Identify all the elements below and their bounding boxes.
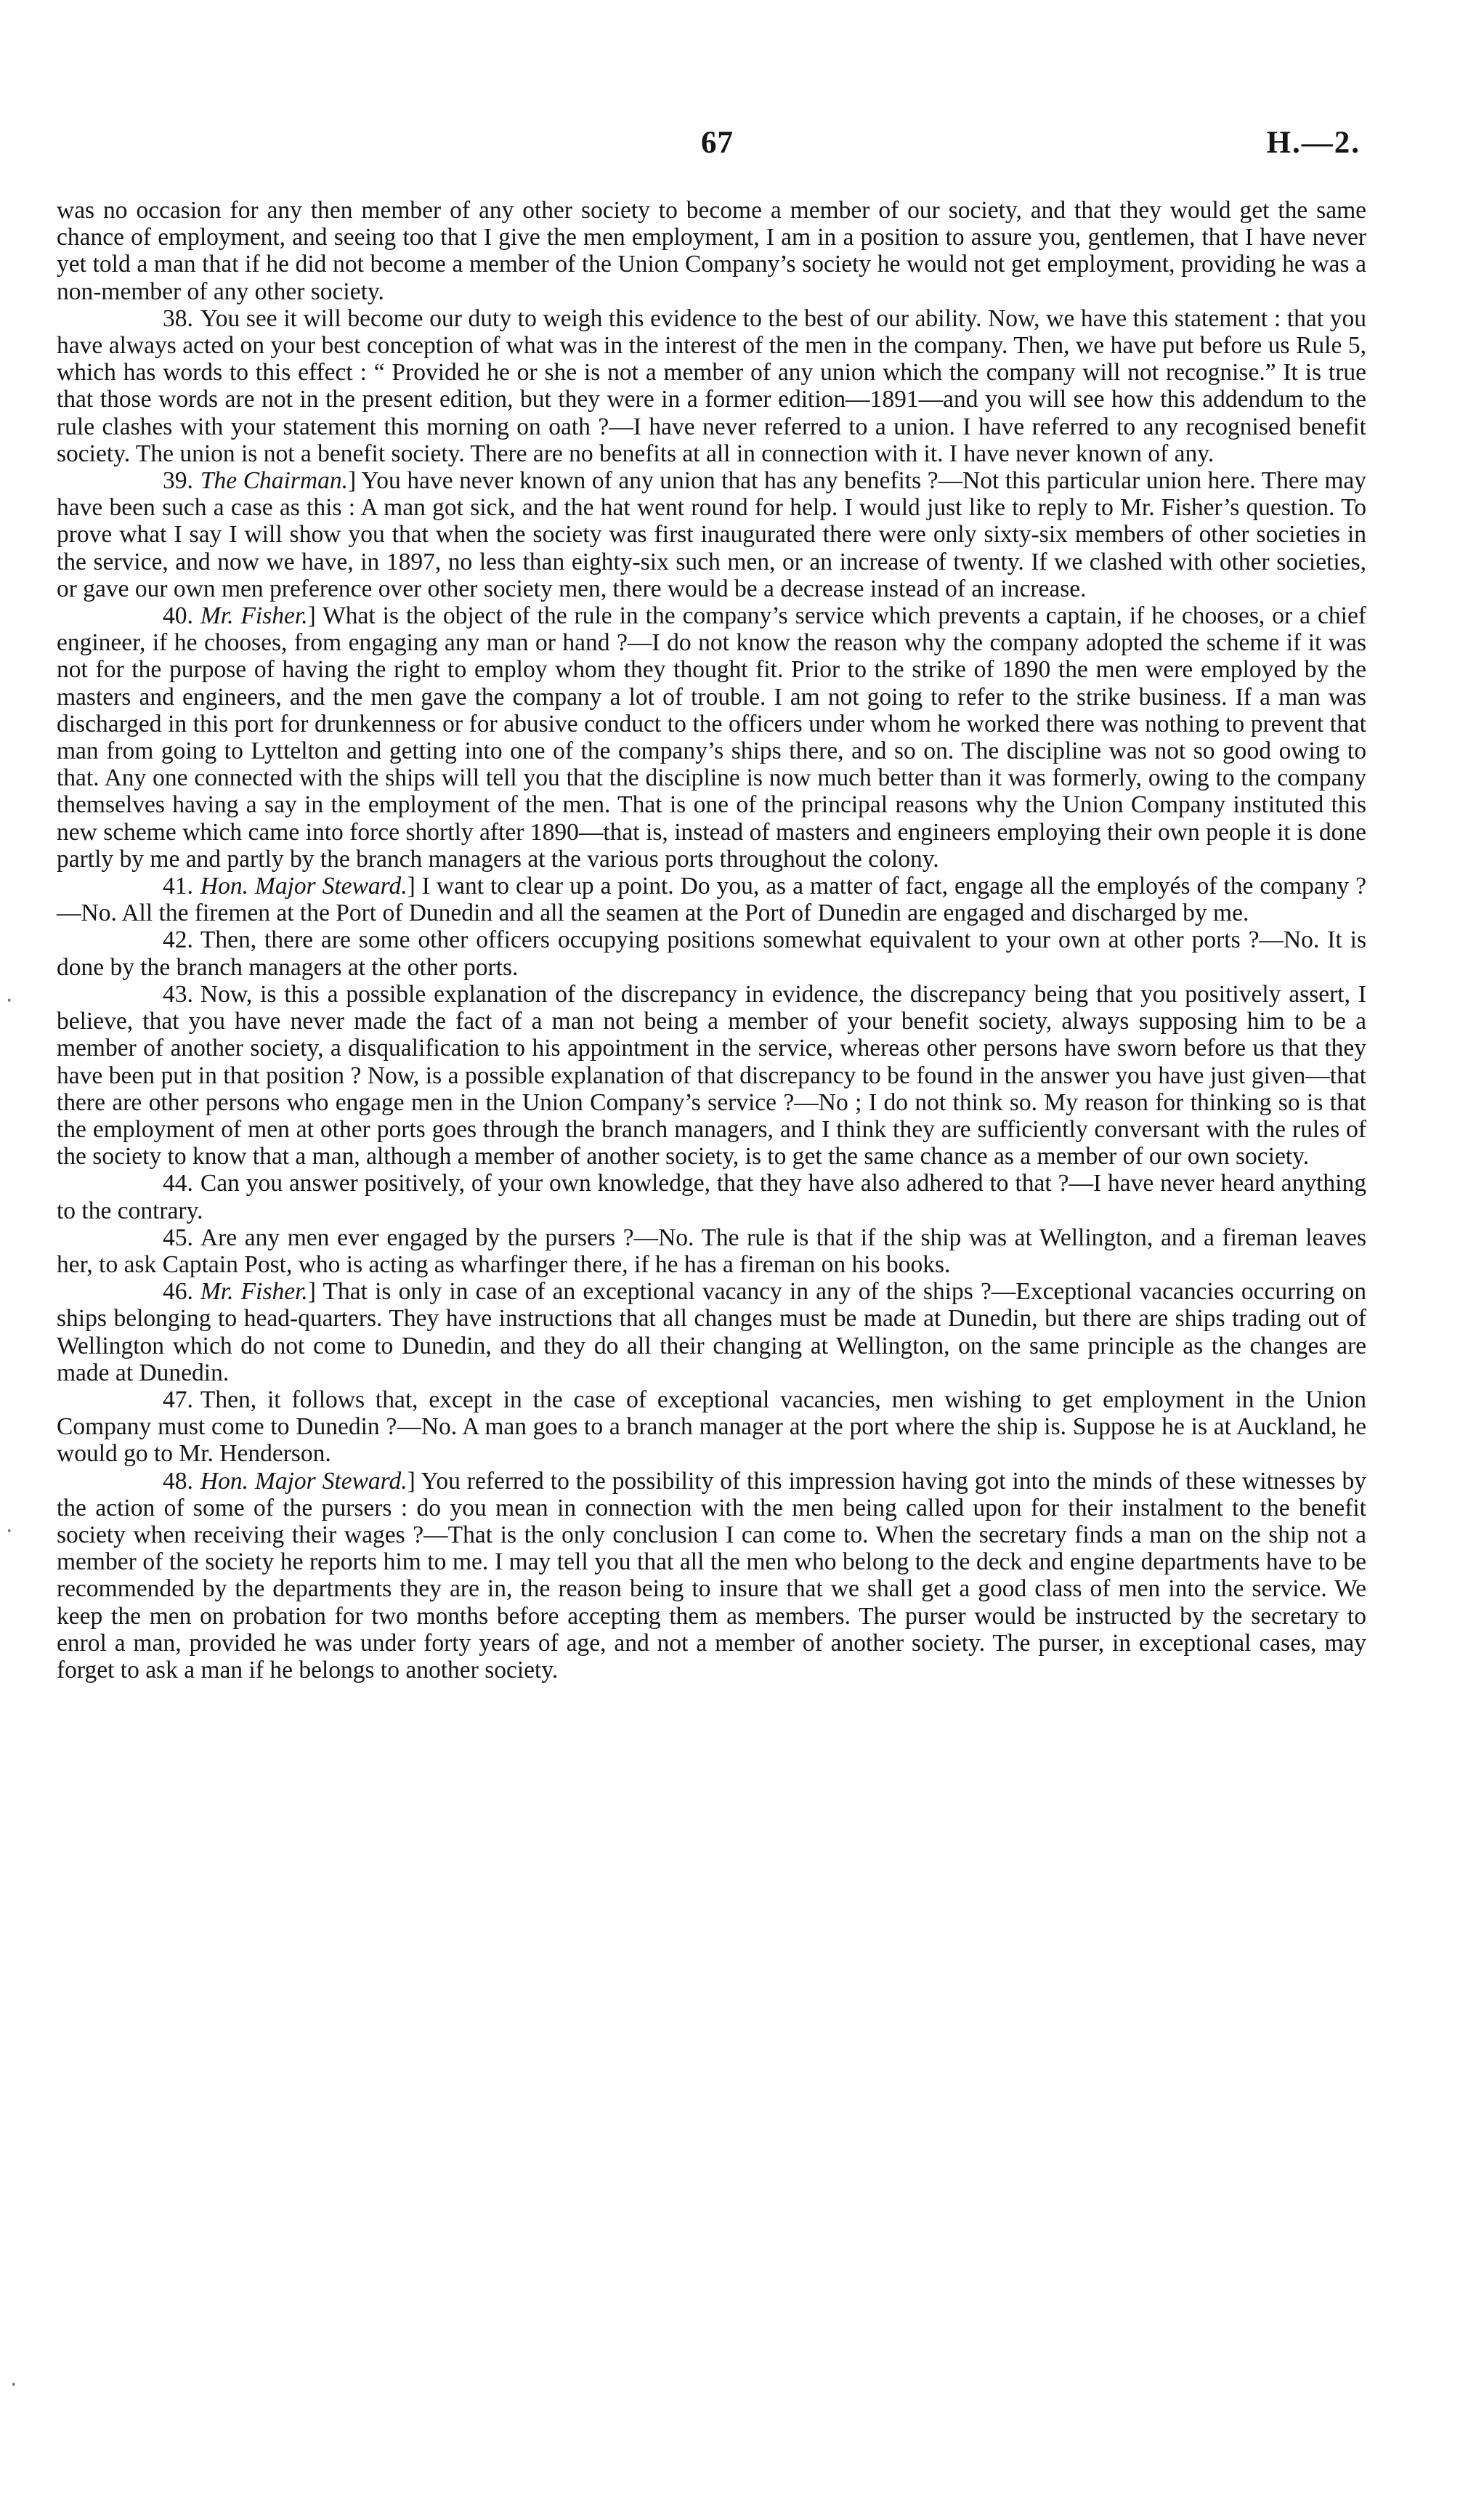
speaker-name: Mr. Fisher. xyxy=(200,1278,308,1306)
question-number: 41. xyxy=(163,873,193,900)
margin-speck: · xyxy=(6,1519,13,1544)
question-paragraph xyxy=(57,467,1366,602)
question-paragraph xyxy=(57,197,1366,305)
margin-speck: · xyxy=(6,988,13,1014)
running-header xyxy=(0,125,1484,169)
question-number: 38. xyxy=(163,304,193,332)
paragraph-text: You see it will become our duty to weigh this evidence to the best of our ability. Now, we have this statement : that you have always acted on your best conception of what was in the interest of the men in the company. Then, we have put before us Rule 5, which has words to this effect : “ Provided he or she is not a member of any union which the company will not recognise.” It is true that those words are not in the present edition, but they were in a former edition—1891—and you will see how this addendum to the rule clashes with your statement this morning on oath ?—I have never referred to a union. I have referred to any recognised benefit society. The union is not a benefit society. There are no benefits at all in connection with it. I have never known of any. xyxy=(57,304,1366,467)
question-paragraph xyxy=(57,926,1366,980)
paragraph-text: ] I want to clear up a point. Do you, as a matter of fact, engage all the employés of the company ?—No. All the firemen at the Port of Dunedin and all the seamen at the Port of Dunedin are engaged and discharged by me. xyxy=(57,873,1366,927)
speaker-name: The Chairman. xyxy=(200,467,348,495)
question-number: 43. xyxy=(163,980,193,1008)
paragraph-text: was no occasion for any then member of any other society to become a member of our society, and that they would get the same chance of employment, and seeing too that I give the men employment, I am in a position to assure you, gentlemen, that I have never yet told a man that if he did not become a member of the Union Company’s society he would not get employment, providing he was a non-member of any other society. xyxy=(57,197,1366,305)
question-number: 46. xyxy=(163,1278,193,1306)
question-paragraph xyxy=(57,1170,1366,1224)
question-number: 47. xyxy=(163,1386,193,1413)
paragraph-text: ] You have never known of any union that has any benefits ?—Not this particular union here. There may have been such a case as this : A man got sick, and the hat went round for help. I would just like to reply to Mr. Fisher’s question. To prove what I say I will show you that when the society was first inaugurated there were only sixty-six members of other societies in the service, and now we have, in 1897, no less than eighty-six such men, or an increase of twenty. If we clashed with other societies, or gave our own men preference over other society men, there would be a decrease instead of an increase. xyxy=(57,467,1366,602)
question-number: 39. xyxy=(163,467,193,495)
question-paragraph xyxy=(57,1468,1366,1684)
question-paragraph xyxy=(57,1278,1366,1386)
question-number: 44. xyxy=(163,1170,193,1197)
question-paragraph xyxy=(57,1224,1366,1278)
question-paragraph xyxy=(57,873,1366,926)
paragraph-text: Then, there are some other officers occupying positions somewhat equivalent to your own at other ports ?—No. It is done by the branch managers at the other ports. xyxy=(57,926,1366,981)
paragraph-text: Then, it follows that, except in the case of exceptional vacancies, men wishing to get employment in the Union Company must come to Dunedin ?—No. A man goes to a branch manager at the port where the ship is. Suppose he is at Auckland, he would go to Mr. Henderson. xyxy=(57,1386,1366,1468)
question-paragraph xyxy=(57,305,1366,467)
margin-speck: · xyxy=(10,2372,17,2398)
speaker-name: Mr. Fisher. xyxy=(200,602,308,630)
speaker-name: Hon. Major Steward. xyxy=(200,1467,408,1495)
question-number: 42. xyxy=(163,926,193,954)
speaker-name: Hon. Major Steward. xyxy=(200,873,408,900)
paragraph-text: Are any men ever engaged by the pursers ?—No. The rule is that if the ship was at Wellington, and a fireman leaves her, to ask Captain Post, who is acting as wharfinger there, if he has a fireman on his books. xyxy=(57,1224,1366,1278)
paragraph-text: Now, is this a possible explanation of the discrepancy in evidence, the discrepancy being that you positively assert, I believe, that you have never made the fact of a man not being a member of your benefit society, always supposing him to be a member of another society, a disqualification to his appointment in the service, whereas other persons have sworn before us that they have been put in that position ? Now, is a possible explanation of that discrepancy to be found in the answer you have just given—that there are other persons who engage men in the Union Company’s service ?—No ; I do not think so. My reason for thinking so is that the employment of men at other ports goes through the branch managers, and I think they are sufficiently conversant with the rules of the society to know that a man, although a member of another society, is to get the same chance as a member of our own society. xyxy=(57,980,1366,1171)
question-number: 45. xyxy=(163,1224,193,1251)
question-number: 48. xyxy=(163,1467,193,1495)
paragraph-text: Can you answer positively, of your own knowledge, that they have also adhered to that ?—I have never heard anything to the contrary. xyxy=(57,1170,1366,1224)
page-number: 67 xyxy=(701,126,734,160)
question-paragraph xyxy=(57,602,1366,873)
question-paragraph xyxy=(57,1386,1366,1468)
paragraph-text: ] What is the object of the rule in the company’s service which prevents a captain, if he chooses, or a chief engineer, if he chooses, from engaging any man or hand ?—I do not know the reason why the company adopted the scheme if it was not for the purpose of having the right to employ whom they thought fit. Prior to the strike of 1890 the men were employed by the masters and engineers, and the men gave the company a lot of trouble. I am not going to refer to the strike business. If a man was discharged in this port for drunkenness or for abusive conduct to the officers under whom he worked there was nothing to prevent that man from going to Lyttelton and getting into one of the company’s ships there, and so on. The discipline was not so good owing to that. Any one connected with the ships will tell you that the discipline is now much better than it was formerly, owing to the company themselves having a say in the employment of the men. That is one of the principal reasons why the Union Company instituted this new scheme which came into force shortly after 1890—that is, instead of masters and engineers employing their own people it is done partly by me and partly by the branch managers at the various ports throughout the colony. xyxy=(57,602,1366,873)
evidence-text xyxy=(57,197,1366,1684)
question-paragraph xyxy=(57,981,1366,1170)
question-number: 40. xyxy=(163,602,193,630)
paragraph-text: ] That is only in case of an exceptional vacancy in any of the ships ?—Exceptional vacancies occurring on ships belonging to head-quarters. They have instructions that all changes must be made at Dunedin, but there are ships trading out of Wellington which do not come to Dunedin, and they do all their changing at Wellington, on the same principle as the changes are made at Dunedin. xyxy=(57,1278,1366,1386)
paragraph-text: ] You referred to the possibility of this impression having got into the minds of these witnesses by the action of some of the pursers : do you mean in connection with the men being called upon for their instalment to the benefit society when receiving their wages ?—That is the only conclusion I can come to. When the secretary finds a man on the ship not a member of the society he reports him to me. I may tell you that all the men who belong to the deck and engine departments have to be recommended by the departments they are in, the reason being to insure that we shall get a good class of men into the service. We keep the men on probation for two months before accepting them as members. The purser would be instructed by the secretary to enrol a man, provided he was under forty years of age, and not a member of another society. The purser, in exceptional cases, may forget to ask a man if he belongs to another society. xyxy=(57,1467,1366,1684)
paper-reference: H.—2. xyxy=(1266,126,1361,160)
